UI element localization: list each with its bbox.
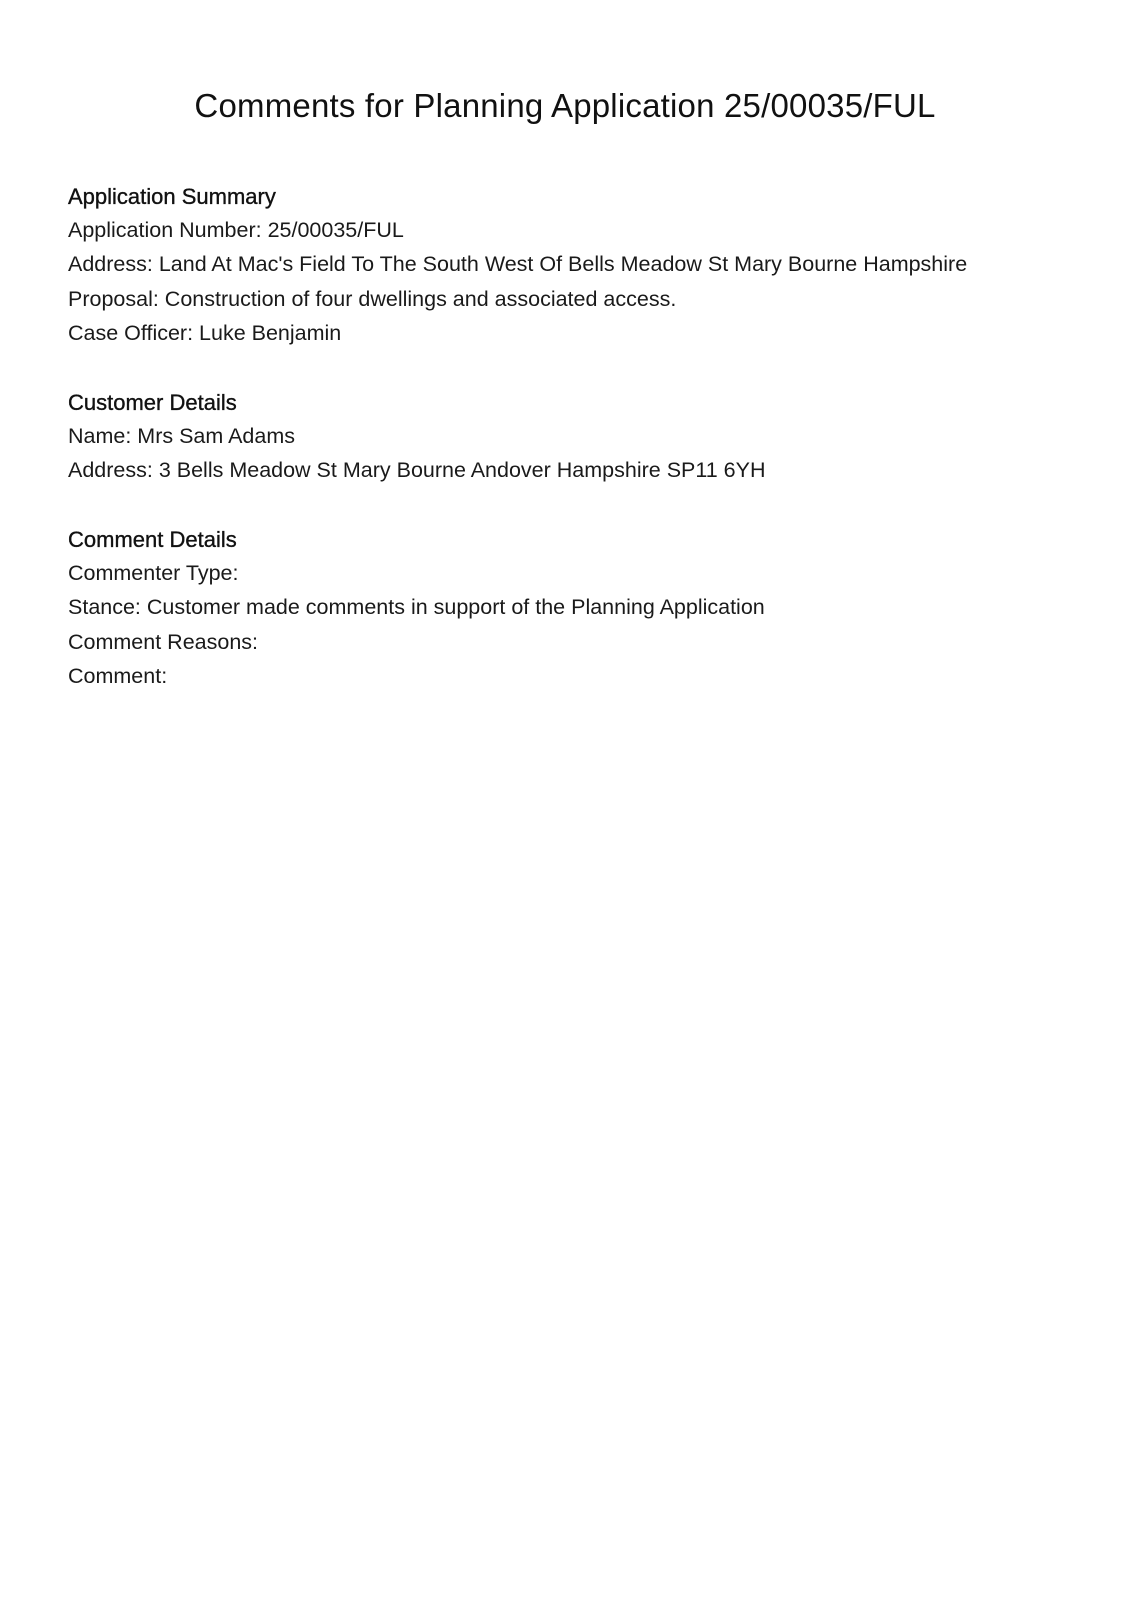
comment-reasons-line: Comment Reasons: <box>68 629 258 654</box>
application-number-line: Application Number: 25/00035/FUL <box>68 218 404 242</box>
stance-line: Stance: Customer made comments in support of the Planning Application <box>68 595 765 620</box>
page-title: Comments for Planning Application 25/00035/FUL <box>194 87 936 124</box>
comment-details-section <box>68 523 1068 693</box>
application-summary-heading: Application Summary <box>68 184 276 209</box>
customer-name-line: Name: Mrs Sam Adams <box>68 424 295 448</box>
proposal-line: Proposal: Construction of four dwellings and associated access. <box>68 286 677 311</box>
application-summary-section <box>68 180 1068 350</box>
application-address-line: Address: Land At Mac's Field To The South West Of Bells Meadow St Mary Bourne Hampshire <box>68 252 968 277</box>
customer-details-section <box>68 386 1068 488</box>
customer-details-heading: Customer Details <box>68 390 237 415</box>
commenter-type-line: Commenter Type: <box>68 561 239 585</box>
comment-details-heading: Comment Details <box>68 527 237 552</box>
case-officer-line: Case Officer: Luke Benjamin <box>68 320 342 345</box>
comment-line: Comment: <box>68 663 168 688</box>
customer-address-line: Address: 3 Bells Meadow St Mary Bourne Andover Hampshire SP11 6YH <box>68 458 766 483</box>
